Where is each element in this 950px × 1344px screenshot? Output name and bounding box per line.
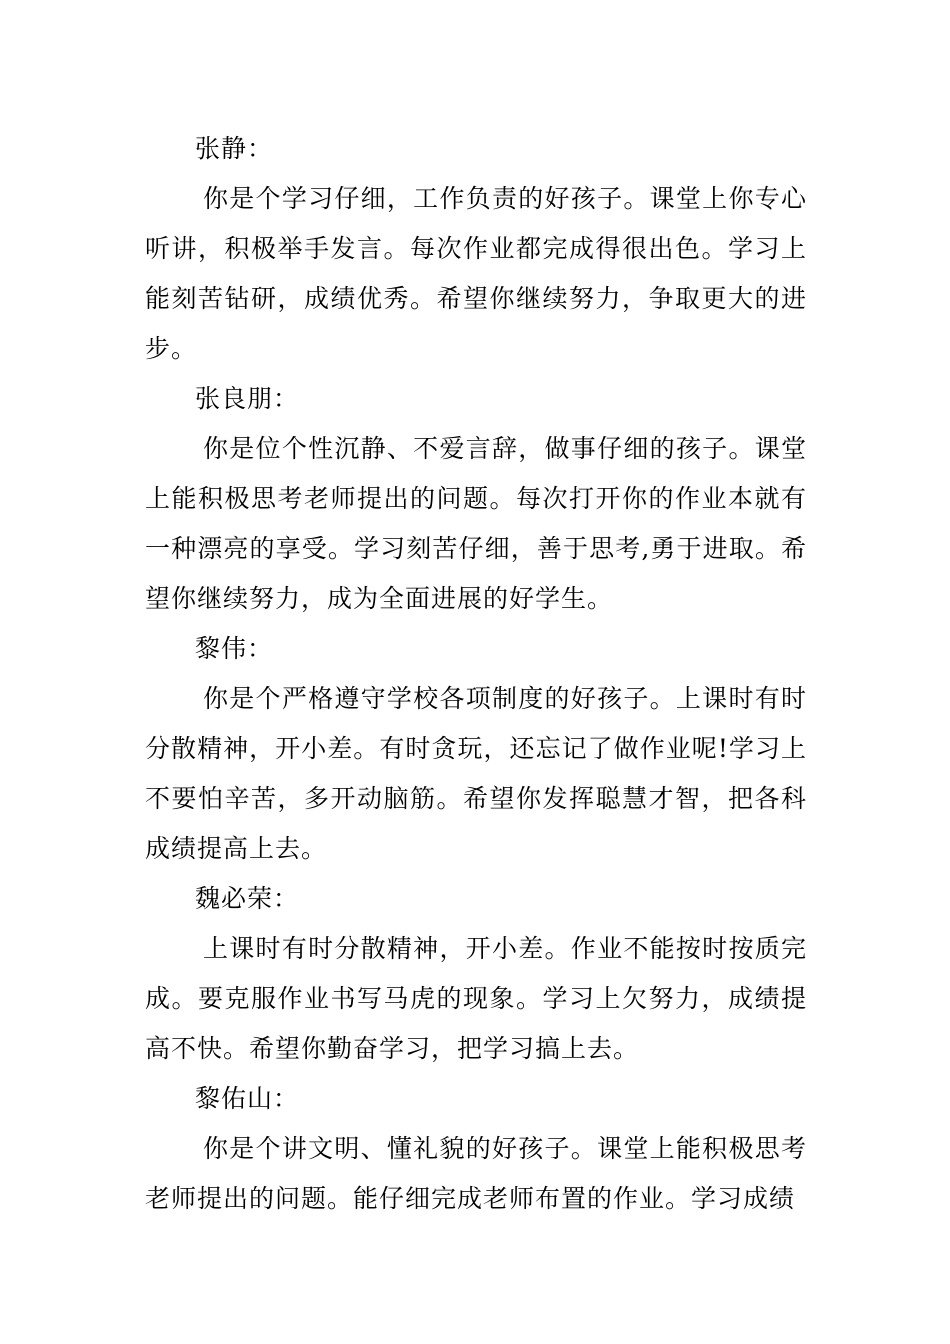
student-name: 黎佑山： <box>195 1084 300 1113</box>
teacher-comment: 你是个严格遵守学校各项制度的好孩子。上课时有时分散精神，开小差。有时贪玩，还忘记了做作业呢!学习上不要怕辛苦，多开动脑筋。希望你发挥聪慧才智，把各科成绩提高上去。 <box>145 684 807 863</box>
teacher-comment: 你是位个性沉静、不爱言辞，做事仔细的孩子。课堂上能积极思考老师提出的问题。每次打开你的作业本就有一种漂亮的享受。学习刻苦仔细，善于思考,勇于进取。希望你继续努力，成为全面进展的好学生。 <box>145 434 807 613</box>
student-name: 张良朋： <box>195 384 300 413</box>
teacher-comment: 你是个学习仔细，工作负责的好孩子。课堂上你专心听讲，积极举手发言。每次作业都完成得很出色。学习上能刻苦钻研，成绩优秀。希望你继续努力，争取更大的进步。 <box>145 184 807 363</box>
student-name: 黎伟： <box>195 634 274 663</box>
teacher-comment: 上课时有时分散精神，开小差。作业不能按时按质完成。要克服作业书写马虎的现象。学习上欠努力，成绩提高不快。希望你勤奋学习，把学习搞上去。 <box>145 934 807 1063</box>
teacher-comment: 你是个讲文明、懂礼貌的好孩子。课堂上能积极思考老师提出的问题。能仔细完成老师布置的作业。学习成绩 <box>145 1134 807 1213</box>
student-name: 张静： <box>195 134 274 163</box>
comments-body <box>145 124 807 1224</box>
student-name: 魏必荣： <box>195 884 300 913</box>
